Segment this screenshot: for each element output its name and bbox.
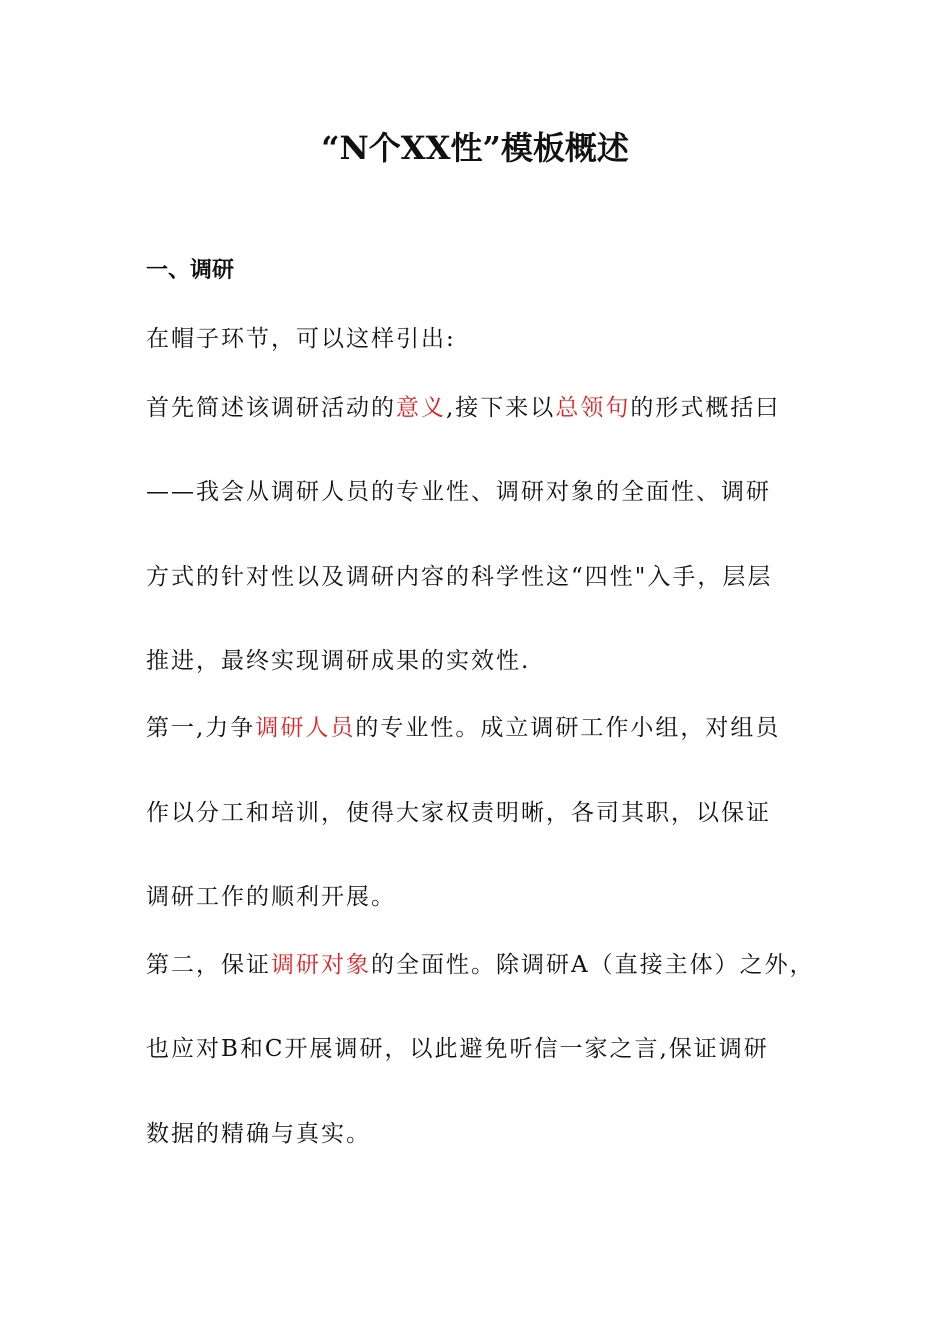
- paragraph-1-line-2: ——我会从调研人员的专业性、调研对象的全面性、调研: [146, 479, 771, 505]
- document-title: “N个XX性”模板概述: [321, 129, 629, 167]
- paragraph-2-line-1: [146, 711, 780, 745]
- section-heading: 一、调研: [146, 258, 235, 283]
- paragraph-3-line-3: 数据的精确与真实。: [146, 1121, 371, 1147]
- paragraph-3-line-2: 也应对B和C开展调研，以此避免听信一家之言,保证调研: [146, 1036, 769, 1062]
- paragraph-1-line-4: 推进，最终实现调研成果的实效性.: [146, 648, 531, 674]
- paragraph-2-line-3: 调研工作的顺利开展。: [146, 884, 396, 910]
- text-run: 第二，保证: [146, 952, 271, 978]
- paragraph-1-line-3: 方式的针对性以及调研内容的科学性这“四性"入手，层层: [146, 564, 773, 590]
- text-run: 的全面性。除调研A（直接主体）之外，: [371, 952, 815, 978]
- paragraph-3-line-1: [146, 948, 815, 982]
- highlight-research-staff: 调研人员: [255, 715, 356, 741]
- highlight-research-object: 调研对象: [271, 952, 371, 978]
- paragraph-1-line-1: [146, 391, 780, 425]
- highlight-meaning: 意义: [396, 395, 446, 421]
- paragraph-2-line-2: 作以分工和培训，使得大家权责明晰，各司其职，以保证: [146, 800, 771, 826]
- text-run: 的专业性。成立调研工作小组，对组员: [355, 715, 781, 741]
- text-run: 首先简述该调研活动的: [146, 395, 396, 421]
- highlight-summary-sentence: 总领句: [555, 395, 631, 421]
- text-run: ,接下来以: [446, 395, 556, 421]
- text-run: 的形式概括曰: [630, 395, 781, 421]
- intro-line: 在帽子环节，可以这样引出:: [146, 326, 456, 352]
- text-run: 第一,力争: [146, 715, 256, 741]
